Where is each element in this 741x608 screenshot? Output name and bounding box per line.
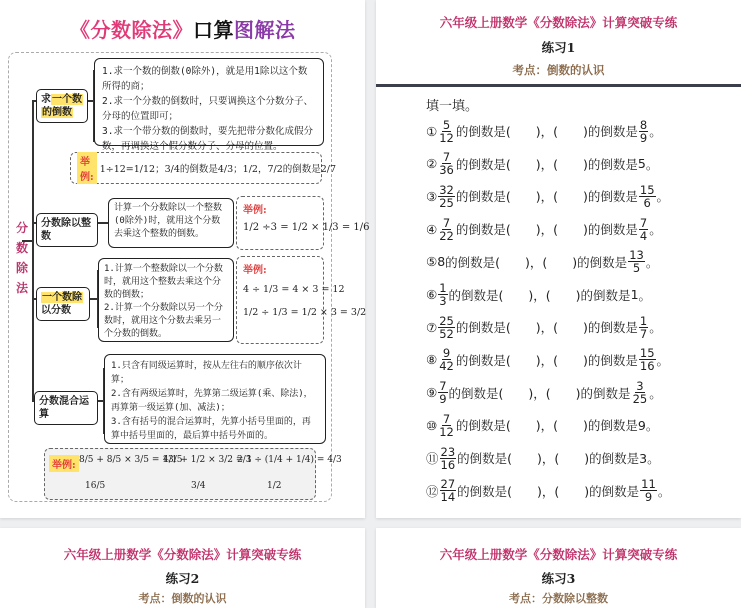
worksheet-2-heading: 六年级上册数学《分数除法》计算突破专练 [63, 547, 302, 562]
question-number: ⑨ [426, 385, 438, 401]
mind-map-card [0, 0, 370, 518]
title-part-3: 图解法 [234, 18, 296, 42]
trunk-line [32, 100, 34, 400]
question-left-fraction-denominator: 14 [440, 490, 456, 505]
worksheet-intro: 填一填。 [426, 99, 479, 114]
branch3-rule-box [98, 258, 234, 342]
branch4-example-1: 8/5 + 8/5 × 3/5 = 13/5 [79, 455, 183, 465]
title-part-2: 口算 [193, 18, 234, 42]
question-right-fraction-numerator: 13 [629, 248, 644, 263]
question-text: 的倒数是( )，( )的倒数是 [455, 156, 638, 172]
question-left-fraction-denominator: 36 [439, 163, 454, 178]
question-left-fraction-numerator: 27 [440, 477, 456, 492]
question-end: 。 [656, 189, 670, 205]
question-text: 的倒数是( )，( )的倒数是 [455, 124, 638, 139]
worksheet-card [376, 0, 741, 518]
branch3-rule-1: 1.计算一个整数除以一个分数时，就用这个整数去乘这个分数的倒数； [104, 264, 223, 300]
branch3-example-box [236, 256, 367, 344]
question-row [426, 410, 658, 440]
branch3-example-label: 举例: [243, 265, 267, 276]
question-left-fraction [438, 184, 455, 209]
branch2-node [36, 213, 98, 247]
question-right-fraction-denominator: 7 [639, 326, 648, 341]
branch1-rules-box [94, 58, 324, 152]
question-end: 。 [645, 254, 659, 270]
branch2-example-label: 举例: [243, 205, 267, 216]
question-end: 。 [656, 352, 670, 368]
question-row [426, 378, 662, 408]
worksheet-2-card [0, 528, 365, 608]
question-left-fraction-denominator: 3 [439, 294, 447, 308]
question-right-fraction [640, 478, 657, 503]
question-end: 。 [647, 451, 660, 466]
question-left-fraction-denominator: 42 [439, 359, 454, 374]
question-right-fraction-denominator: 5 [632, 261, 641, 276]
question-right-fraction-denominator: 25 [632, 392, 648, 407]
worksheet-3-card [376, 528, 741, 608]
question-left-fraction [438, 217, 455, 242]
question-number: ① [426, 123, 438, 139]
branch4-subresult-3: 1/2 [267, 481, 282, 491]
worksheet-divider [376, 84, 741, 87]
mind-map-title [70, 14, 296, 43]
question-text: 的倒数是( )，( )的倒数是 [455, 320, 638, 336]
branch2-rule: 计算一个分数除以一个整数(0除外)时，就用这个分数去乘这个整数的倒数。 [114, 203, 223, 239]
question-text: 的倒数是( )，( )的倒数是 [457, 483, 640, 499]
question-right-fraction-numerator: 1 [639, 313, 648, 328]
question-number: ⑥ [426, 287, 438, 302]
question-right-fraction-denominator: 9 [639, 130, 648, 145]
question-row [426, 149, 658, 179]
question-number: ⑦ [426, 319, 438, 335]
branch3-rule-2: 2.计算一个分数除以另一个分数时，就用这个分数去乘另一个分数的倒数。 [104, 303, 223, 339]
question-left-value: 8 [437, 254, 446, 270]
question-number: ⑩ [426, 417, 438, 433]
branch2-node-text: 分数除以整数 [41, 218, 91, 242]
branch1-node [36, 89, 88, 123]
question-right-fraction-denominator: 4 [639, 228, 648, 243]
branch3-example-1: 4 ÷ 1/3 = 4 × 3 = 12 [243, 284, 345, 295]
question-right-fraction-numerator: 8 [639, 117, 648, 132]
question-right-value: 9 [637, 417, 646, 433]
branch4-rule-1: 1.只含有同级运算时，按从左往右的顺序依次计算； [111, 361, 302, 385]
question-number: ⑪ [426, 451, 439, 466]
question-left-fraction-numerator: 7 [439, 379, 447, 394]
question-end: 。 [649, 320, 662, 336]
branch1-node-text-b: 一个数 [52, 94, 82, 105]
branch3-node [36, 287, 90, 321]
question-left-fraction-numerator: 7 [442, 215, 451, 230]
title-part-1: 《分数除法》 [70, 18, 193, 42]
question-left-fraction-numerator: 5 [442, 117, 451, 132]
question-right-fraction [639, 347, 656, 372]
question-left-fraction-denominator: 9 [439, 392, 447, 407]
question-left-fraction [440, 478, 457, 503]
question-right-fraction [632, 380, 649, 405]
question-number: ⑫ [426, 483, 439, 499]
worksheet-heading: 六年级上册数学《分数除法》计算突破专练 [439, 15, 678, 30]
branch4-rule-2: 2.含有两级运算时，先算第二级运算(乘、除法)，再算第一级运算(加、减法)； [111, 389, 313, 413]
branch4-subresult-1: 16/5 [85, 481, 106, 491]
worksheet-subheading: 练习1 [541, 40, 576, 55]
question-left-fraction [438, 380, 447, 405]
question-right-fraction-denominator: 16 [639, 359, 655, 374]
branch1-node-text-a: 求 [41, 94, 51, 105]
branch4-rules-box [104, 354, 326, 444]
question-number: ④ [426, 221, 438, 237]
question-text: 的倒数是( )，( )的倒数是 [455, 352, 638, 368]
question-left-fraction-denominator: 16 [440, 457, 456, 472]
branch4-rule-3: 3.含有括号的混合运算时，先算小括号里面的，再算中括号里面的，最后算中括号外面的。 [111, 417, 311, 441]
question-right-fraction-numerator: 11 [641, 477, 656, 492]
question-right-fraction-numerator: 15 [639, 346, 655, 361]
question-row [426, 312, 662, 342]
question-left-fraction-numerator: 32 [439, 182, 454, 197]
question-left-fraction-denominator: 22 [439, 228, 454, 243]
branch3-node-text-b: 以分数 [41, 305, 71, 316]
branch2-example: 1/2 ÷3 = 1/2 × 1/3 = 1/6 [243, 222, 370, 233]
branch1-rule-1: 1.求一个数的倒数(0除外)，就是用1除以这个数所得的商； [102, 66, 308, 92]
question-row [426, 345, 669, 375]
branch1-node-text-c: 的倒数 [42, 107, 72, 118]
question-left-fraction-numerator: 7 [442, 411, 451, 426]
question-left-fraction-numerator: 25 [439, 313, 454, 328]
branch4-example-box [44, 448, 342, 500]
branch2-example-box [236, 196, 370, 250]
question-right-value: 1 [630, 287, 639, 302]
question-row [426, 181, 669, 211]
root-node: 分数除法 [15, 221, 28, 295]
question-row [426, 214, 662, 244]
question-end: 。 [645, 156, 659, 172]
question-left-fraction-denominator: 12 [439, 424, 454, 439]
question-right-fraction-denominator: 6 [643, 195, 651, 210]
question-end: 。 [649, 124, 662, 139]
branch3-example-2: 1/2 ÷ 1/3 = 1/2 × 3 = 3/2 [243, 307, 367, 318]
question-right-fraction-numerator: 7 [639, 215, 648, 230]
question-left-fraction-numerator: 23 [440, 444, 456, 459]
question-text: 的倒数是( )，( )的倒数是 [455, 189, 638, 205]
question-end: 。 [638, 287, 652, 303]
question-right-value: 5 [637, 156, 646, 172]
question-left-fraction-denominator: 12 [439, 130, 454, 145]
question-text: 的倒数是( )，( )的倒数是 [448, 287, 631, 303]
branch3-node-text-a: 一个数除 [42, 292, 82, 303]
question-right-fraction [639, 217, 648, 242]
branch2-link [98, 222, 108, 224]
root-connector [22, 240, 32, 242]
question-text: 的倒数是( )，( )的倒数是 [445, 254, 628, 270]
branch2-rule-box [108, 198, 234, 248]
branch4-subresult-2: 3/4 [191, 481, 206, 491]
question-number: ⑤ [426, 254, 438, 270]
question-text: 的倒数是( )，( )的倒数是 [457, 451, 640, 466]
worksheet-2-point: 考点：倒数的认识 [138, 592, 227, 605]
question-right-fraction [639, 119, 648, 144]
question-right-fraction-numerator: 15 [639, 182, 655, 197]
branch1-example: 1÷12=1/12；3/4的倒数是4/3；1/2，7/2的倒数是2/7 [99, 164, 337, 175]
question-row [426, 247, 658, 277]
question-right-fraction [639, 315, 648, 340]
question-right-fraction [639, 184, 656, 209]
branch4-example-2: 4/1 + 1/2 × 3/2 = 1 [163, 455, 252, 465]
branch1-example-tag: 举例: [77, 152, 97, 184]
question-left-fraction-numerator: 9 [442, 346, 451, 361]
question-left-fraction [438, 151, 455, 176]
question-row [426, 476, 670, 506]
branch1-example-box [70, 152, 337, 184]
question-left-fraction [438, 282, 447, 307]
question-left-fraction [438, 315, 455, 340]
question-right-fraction-denominator: 9 [644, 490, 653, 505]
question-right-fraction-numerator: 3 [636, 379, 644, 394]
question-left-fraction-numerator: 7 [442, 150, 451, 165]
question-text: 的倒数是( )，( )的倒数是 [448, 385, 631, 401]
question-left-fraction-numerator: 1 [439, 281, 447, 295]
question-number: ③ [426, 188, 438, 204]
question-left-fraction [438, 119, 455, 144]
question-right-fraction [628, 249, 645, 274]
worksheet-3-point: 考点：分数除以整数 [509, 592, 608, 605]
question-number: ⑧ [426, 352, 438, 368]
worksheet-3-heading: 六年级上册数学《分数除法》计算突破专练 [439, 547, 678, 562]
question-left-fraction [438, 347, 455, 372]
question-left-fraction-denominator: 52 [439, 326, 454, 341]
worksheet-2-subheading: 练习2 [165, 571, 200, 586]
question-number: ② [426, 156, 438, 172]
question-end: 。 [649, 385, 662, 401]
branch1-rule-3: 3.求一个带分数的倒数时，要先把带分数化成假分数，再调换这个假分数分子、分母的位置。 [102, 126, 313, 152]
question-row [426, 116, 662, 146]
question-left-fraction-denominator: 25 [439, 195, 454, 210]
question-left-fraction [438, 413, 455, 438]
question-end: 。 [657, 483, 671, 499]
branch4-node [34, 391, 98, 425]
question-text: 的倒数是( )，( )的倒数是 [455, 418, 638, 434]
question-left-fraction [440, 446, 457, 471]
question-right-value: 3 [639, 450, 648, 466]
branch4-example-3: 2/3 ÷ (1/4 + 1/4) = 4/3 [237, 455, 342, 465]
question-row [426, 280, 651, 310]
branch4-example-tag: 举例: [49, 455, 79, 472]
question-end: 。 [645, 418, 659, 434]
branch4-node-text: 分数混合运算 [39, 396, 89, 420]
branch1-rule-2: 2.求一个分数的倒数时，只要调换这个分数分子、分母的位置即可； [102, 96, 313, 122]
question-end: 。 [649, 222, 662, 238]
question-text: 的倒数是( )，( )的倒数是 [455, 222, 638, 238]
worksheet-3-subheading: 练习3 [541, 571, 576, 586]
question-row [426, 443, 660, 473]
worksheet-point: 考点：倒数的认识 [512, 63, 605, 77]
